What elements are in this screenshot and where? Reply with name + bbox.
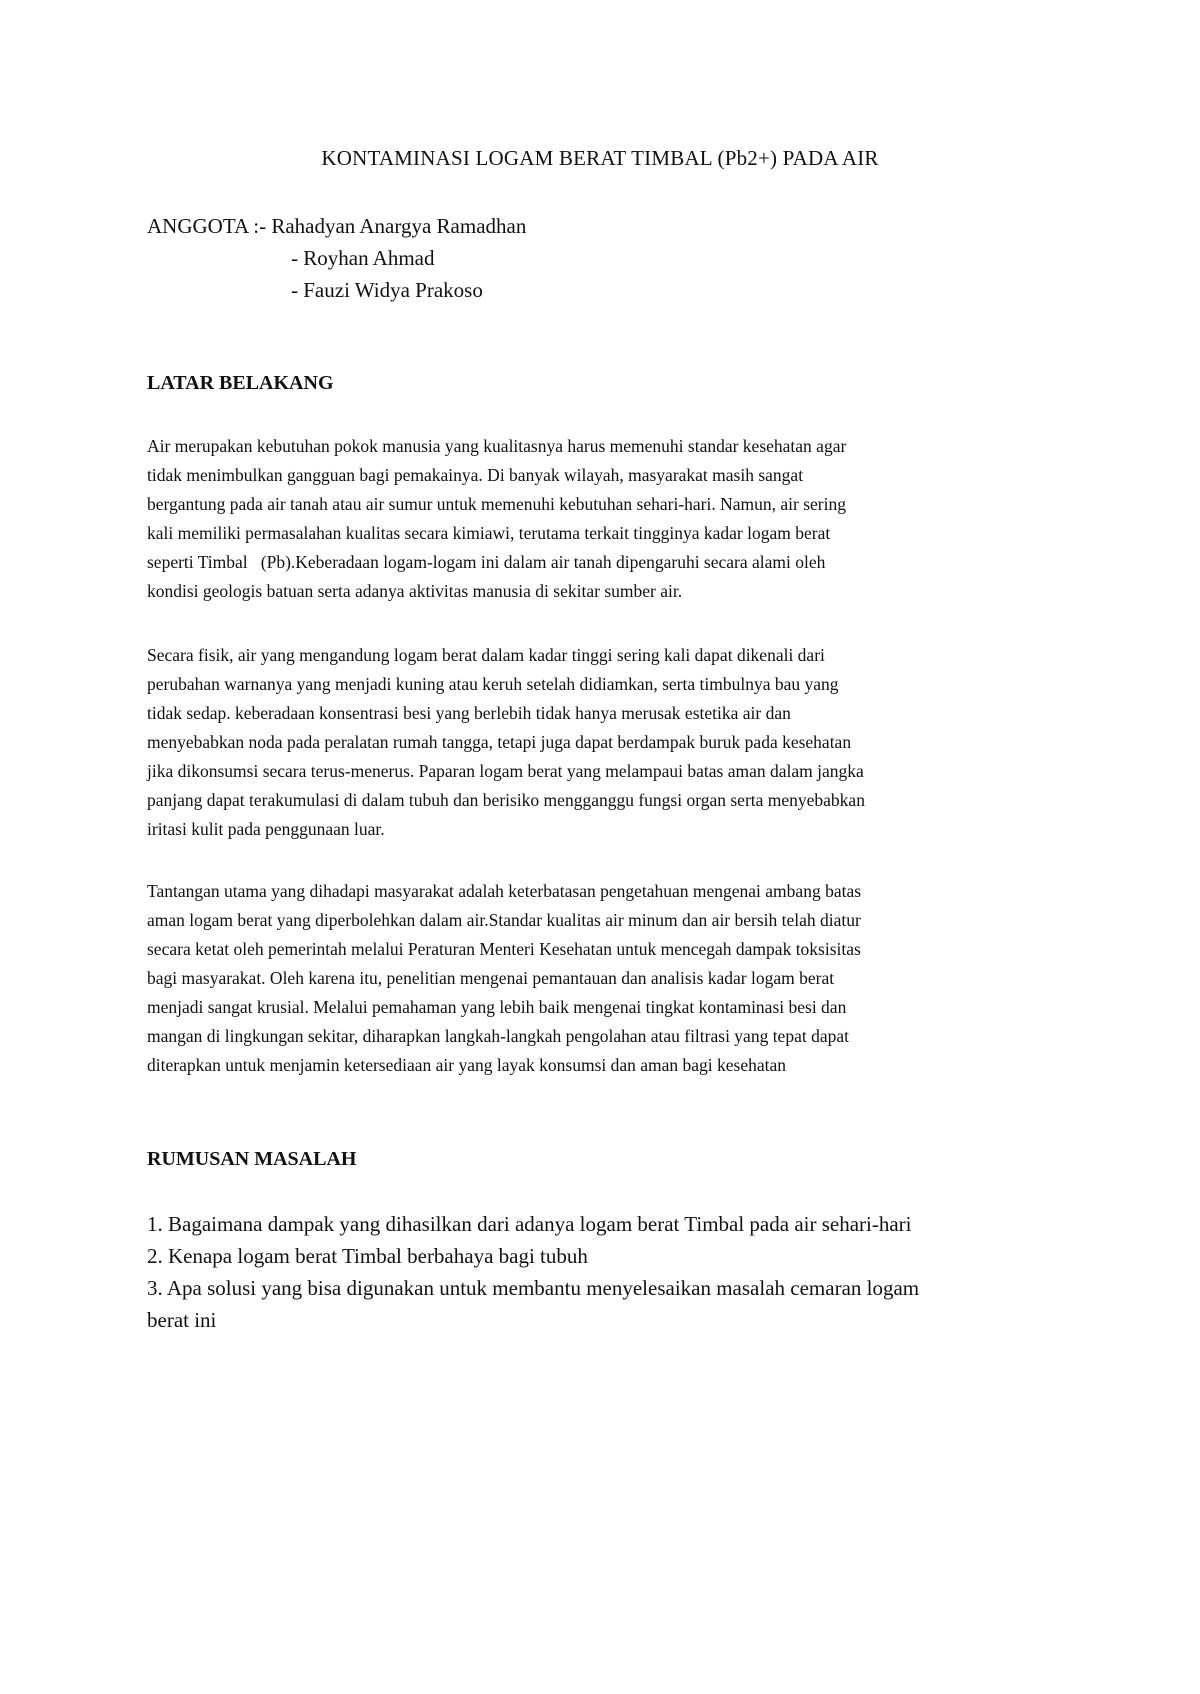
paragraph-line: Tantangan utama yang dihadapi masyarakat adalah keterbatasan pengetahuan mengenai ambang batas [147, 881, 862, 901]
member-name: - Rahadyan Anargya Ramadhan [259, 214, 527, 238]
member-row [147, 242, 526, 274]
list-item: 2. Kenapa logam berat Timbal berbahaya bagi tubuh [147, 1244, 588, 1268]
member-row [147, 274, 526, 306]
paragraph-line: iritasi kulit pada penggunaan luar. [147, 819, 385, 839]
paragraph-line: Air merupakan kebutuhan pokok manusia yang kualitasnya harus memenuhi standar kesehatan agar [147, 436, 847, 456]
paragraph-line: diterapkan untuk menjamin ketersediaan air yang layak konsumsi dan aman bagi kesehatan [147, 1055, 787, 1075]
members-block [147, 210, 526, 306]
paragraph-line: aman logam berat yang diperbolehkan dalam air.Standar kualitas air minum dan air bersih telah diatur [147, 910, 861, 930]
paragraph [147, 877, 1067, 1080]
paragraph-line: menyebabkan noda pada peralatan rumah tangga, tetapi juga dapat berdampak buruk pada kesehatan [147, 732, 852, 752]
paragraph-line: mangan di lingkungan sekitar, diharapkan langkah-langkah pengolahan atau filtrasi yang tepat dapat [147, 1026, 849, 1046]
paragraph-line: tidak sedap. keberadaan konsentrasi besi yang berlebih tidak hanya merusak estetika air dan [147, 703, 791, 723]
members-label: ANGGOTA : [147, 214, 260, 238]
paragraph-line: bagi masyarakat. Oleh karena itu, penelitian mengenai pemantauan dan analisis kadar logam berat [147, 968, 835, 988]
paragraph-line: kondisi geologis batuan serta adanya aktivitas manusia di sekitar sumber air. [147, 581, 683, 601]
problem-list [147, 1208, 919, 1336]
member-name: - Royhan Ahmad [291, 246, 435, 270]
list-item-continuation: berat ini [147, 1308, 217, 1332]
paragraph-line: seperti Timbal (Pb).Keberadaan logam-logam ini dalam air tanah dipengaruhi secara alami oleh [147, 552, 826, 572]
section-heading-latar-belakang: LATAR BELAKANG [147, 372, 334, 394]
section-heading-rumusan-masalah: RUMUSAN MASALAH [147, 1148, 357, 1170]
list-item: 1. Bagaimana dampak yang dihasilkan dari adanya logam berat Timbal pada air sehari-hari [147, 1212, 912, 1236]
paragraph-line: bergantung pada air tanah atau air sumur untuk memenuhi kebutuhan sehari-hari. Namun, air sering [147, 494, 846, 514]
paragraph-line: kali memiliki permasalahan kualitas secara kimiawi, terutama terkait tingginya kadar logam berat [147, 523, 831, 543]
document-title: KONTAMINASI LOGAM BERAT TIMBAL (Pb2+) PADA AIR [321, 146, 879, 170]
paragraph [147, 432, 1067, 606]
list-item: 3. Apa solusi yang bisa digunakan untuk membantu menyelesaikan masalah cemaran logam [147, 1276, 920, 1300]
member-row [147, 210, 526, 242]
paragraph [147, 641, 1067, 844]
paragraph-line: tidak menimbulkan gangguan bagi pemakainya. Di banyak wilayah, masyarakat masih sangat [147, 465, 804, 485]
paragraph-line: Secara fisik, air yang mengandung logam berat dalam kadar tinggi sering kali dapat dikenali dari [147, 645, 825, 665]
member-name: - Fauzi Widya Prakoso [291, 278, 483, 302]
paragraph-line: panjang dapat terakumulasi di dalam tubuh dan berisiko mengganggu fungsi organ serta menyebabkan [147, 790, 865, 810]
paragraph-line: jika dikonsumsi secara terus-menerus. Paparan logam berat yang melampaui batas aman dalam jangka [147, 761, 864, 781]
paragraph-line: menjadi sangat krusial. Melalui pemahaman yang lebih baik mengenai tingkat kontaminasi besi dan [147, 997, 847, 1017]
paragraph-line: perubahan warnanya yang menjadi kuning atau keruh setelah didiamkan, serta timbulnya bau yang [147, 674, 839, 694]
paragraph-line: secara ketat oleh pemerintah melalui Peraturan Menteri Kesehatan untuk mencegah dampak toksisitas [147, 939, 861, 959]
